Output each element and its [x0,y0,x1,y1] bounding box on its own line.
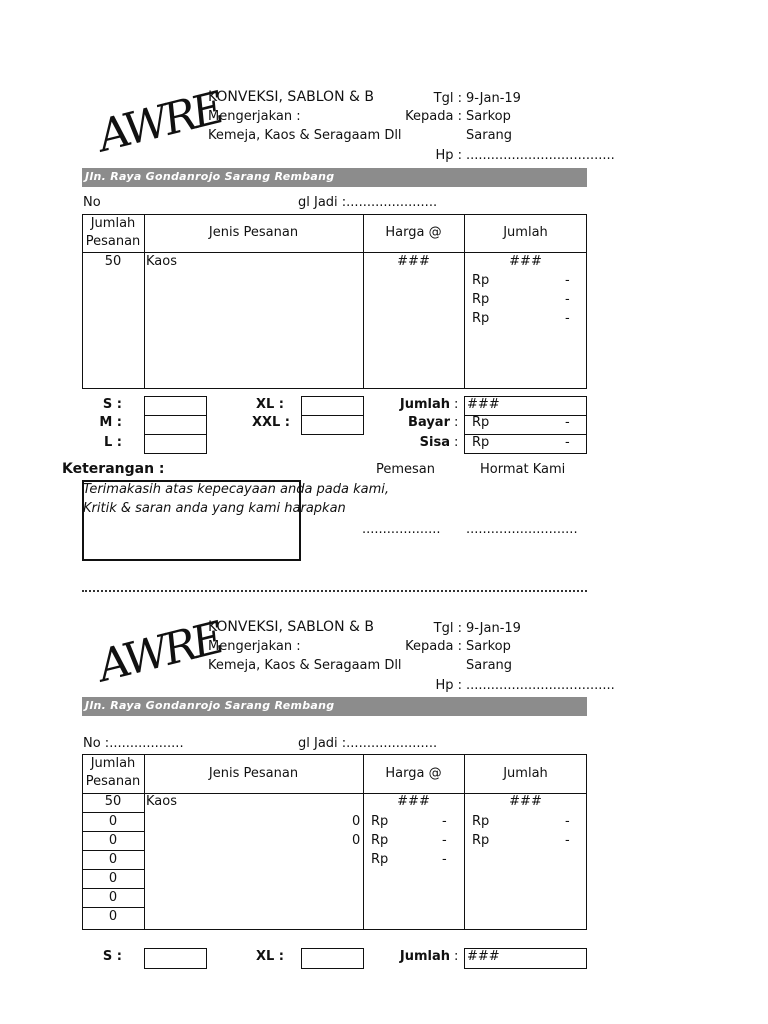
cell-qty: 0 [108,890,118,905]
size-l-label: L : [103,435,122,450]
size-xl-label: XL : [255,397,284,412]
address-text: Jln. Raya Gondanrojo Sarang Rembang [85,699,335,712]
qty-row-line [82,907,144,908]
col-header-qty-1: Jumlah [90,216,136,231]
sign-hormat: ........................... [466,522,578,537]
total-sisa-label: Sisa [419,435,450,450]
hp-value: .................................... [466,678,615,693]
price-rp: Rp [371,833,389,848]
total-rp: Rp [472,814,490,829]
cell-qty: 0 [108,833,118,848]
bayar-dash: - [565,415,570,430]
col-divider [144,214,145,389]
col-header-qty-2: Pesanan [85,234,141,249]
qty-row-line [82,888,144,889]
cell-qty: 50 [104,254,122,269]
rp-dash: - [565,311,570,326]
rp-label: Rp [472,311,490,326]
total-jumlah-value: ### [467,397,500,412]
sisa-rp: Rp [472,435,490,450]
pemesan-label: Pemesan [376,462,436,477]
keterangan-label: Keterangan : [62,461,165,477]
col-header-item: Jenis Pesanan [208,225,299,240]
note-line-2: Kritik & saran anda yang kami harapkan [83,501,346,516]
col-header-total: Jumlah [503,225,548,240]
total-dash: - [565,814,570,829]
cell-qty: 50 [104,794,122,809]
services-text: Kemeja, Kaos & Seragaam Dll [208,658,402,673]
total-jumlah-value: ### [467,949,500,964]
hp-value: .................................... [466,148,615,163]
size-xl-field[interactable] [301,396,364,416]
col-header-qty-1: Jumlah [90,756,136,771]
colon: : [454,415,459,430]
table-header-line [82,252,587,253]
price-dash: - [442,814,447,829]
size-xl-field[interactable] [301,948,364,969]
cell-item-zero: 0 [352,814,361,829]
order-table [82,214,587,389]
note-line-1: Terimakasih atas kepecayaan anda pada kami, [83,482,390,497]
hp-label: Hp : [435,678,462,693]
col-header-price: Harga @ [385,225,442,240]
cell-qty: 0 [108,871,118,886]
col-header-total: Jumlah [503,766,548,781]
bayar-rp: Rp [472,415,490,430]
size-xxl-label: XXL : [251,415,290,430]
total-dash: - [565,833,570,848]
col-header-price: Harga @ [385,766,442,781]
qty-row-line [82,812,144,813]
col-header-qty-2: Pesanan [85,774,141,789]
tgl-label: Tgl : [433,621,462,636]
size-xl-label: XL : [255,949,284,964]
qty-row-line [82,869,144,870]
cell-price: ### [397,794,430,809]
kepada-value: Sarkop [466,639,511,654]
total-jumlah-label: Jumlah [399,949,450,964]
size-s-label: S : [102,949,122,964]
rp-dash: - [565,273,570,288]
cell-item: Kaos [146,794,177,809]
tgl-jadi-label: gl Jadi :...................... [298,195,438,210]
sign-pemesan: ................... [362,522,441,537]
size-m-label: M : [99,415,122,430]
tgl-value: 9-Jan-19 [466,621,521,636]
kepada-city: Sarang [466,658,513,673]
size-m-field[interactable] [144,415,207,435]
col-divider [363,214,364,389]
works-label: Mengerjakan : [208,639,301,654]
size-l-field[interactable] [144,434,207,454]
price-dash: - [442,833,447,848]
price-rp: Rp [371,852,389,867]
total-rp: Rp [472,833,490,848]
kepada-label: Kepada : [405,109,462,124]
cell-total: ### [509,254,542,269]
size-xxl-field[interactable] [301,415,364,435]
cell-qty: 0 [108,909,118,924]
rp-dash: - [565,292,570,307]
rp-label: Rp [472,292,490,307]
colon: : [454,949,459,964]
qty-row-line [82,850,144,851]
logo: AWRE [96,611,223,694]
tgl-value: 9-Jan-19 [466,91,521,106]
colon: : [454,435,459,450]
services-text: Kemeja, Kaos & Seragaam Dll [208,128,402,143]
price-dash: - [442,852,447,867]
tgl-label: Tgl : [433,91,462,106]
col-divider [464,214,465,389]
cell-item-zero: 0 [352,833,361,848]
cut-line [82,590,587,592]
rp-label: Rp [472,273,490,288]
colon: : [454,397,459,412]
cell-qty: 0 [108,814,118,829]
cell-price: ### [397,254,430,269]
no-label: No :.................. [83,736,184,751]
size-s-field[interactable] [144,948,207,969]
logo: AWRE [96,81,223,164]
price-rp: Rp [371,814,389,829]
company-name: KONVEKSI, SABLON & B [208,619,374,635]
address-text: Jln. Raya Gondanrojo Sarang Rembang [85,170,335,183]
company-name: KONVEKSI, SABLON & B [208,89,374,105]
cell-qty: 0 [108,852,118,867]
tgl-jadi-label: gl Jadi :...................... [298,736,438,751]
kepada-value: Sarkop [466,109,511,124]
cell-total: ### [509,794,542,809]
size-s-label: S : [102,397,122,412]
qty-row-line [82,831,144,832]
total-jumlah-label: Jumlah [399,397,450,412]
hormat-label: Hormat Kami [480,462,566,477]
size-s-field[interactable] [144,396,207,416]
kepada-label: Kepada : [405,639,462,654]
no-label: No [83,195,101,210]
address-bar [82,168,587,187]
col-header-item: Jenis Pesanan [208,766,299,781]
cell-item: Kaos [146,254,177,269]
total-bayar-label: Bayar [408,415,450,430]
hp-label: Hp : [435,148,462,163]
sisa-dash: - [565,435,570,450]
kepada-city: Sarang [466,128,513,143]
works-label: Mengerjakan : [208,109,301,124]
address-bar [82,697,587,716]
